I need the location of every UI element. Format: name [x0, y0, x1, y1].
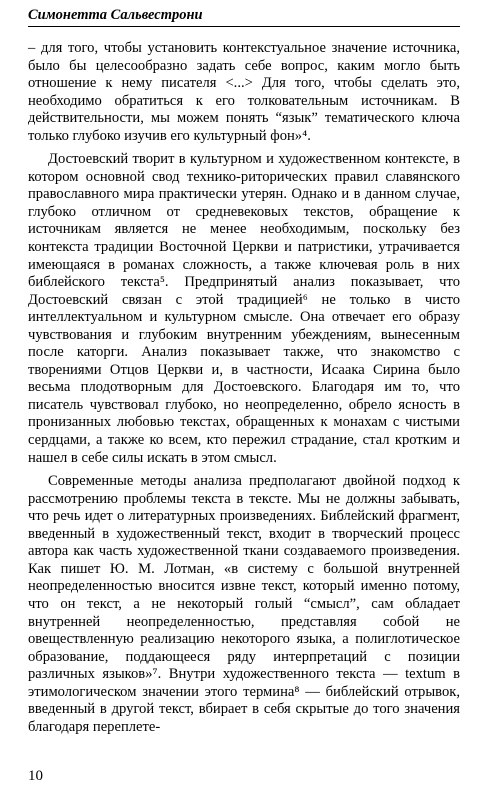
paragraph-modern-methods: Современные методы анализа предполагают двойной подход к рассмотрению проблемы текста в тексте. Мы не должны забывать, что речь идет о литературных произведениях. Библейский фрагмент, введенный в художественный текст, входит в творческий процесс автора как часть художественной ткани создаваемого произведения. Как пишет Ю. М. Лотман, «в систему с большой внутренней неопределенностью вносится извне текст, который именно потому, что он текст, а не некоторый голый “смысл”, сам обладает внутренней неопределенностью, представляя собой не овеществленную реализацию некоторого языка, а полиглотическое образование, поддающееся ряду интерпретаций с позиции различных языков»⁷. Внутри художественного текста — textum в этимологическом значении этого термина⁸ — библейский отрывок, введенный в другой текст, вбирает в себя скрытые до того значения благодаря переплете-: [28, 473, 460, 735]
page-body: [28, 40, 460, 736]
paragraph-quote-continuation: – для того, чтобы установить контекстуальное значение источника, было бы целесообразно задать себе вопрос, каким могло быть отношение к нему писателя <...> Для того, чтобы сделать это, необходимо обратиться к его толковательным источникам. В действительности, мы можем понять “язык” тематического ключа только глубоко изучив его культурный фон»⁴.: [28, 40, 460, 144]
page-number: 10: [28, 768, 43, 784]
running-header: [28, 6, 460, 27]
header-rule: [28, 26, 460, 27]
paragraph-dostoevsky-context: Достоевский творит в культурном и художественном контексте, в котором основной свод технико-риторических правил славянского православного мира практически утерян. Однако и в данном случае, глубоко отличном от средневековых текстов, обращение к источникам является не менее необходимым, поскольку без контекста традиции Восточной Церкви и патристики, утрачивается имеющаяся в романах сложность, а также ключевая роль в них библейского текста⁵. Предпринятый анализ показывает, что Достоевский связан с этой традицией⁶ не только в чисто интеллектуальном и культурном смысле. Она отвечает его образу чувствования и глубоким внутренним убеждениям, вынесенным после каторги. Анализ показывает также, что знакомство с творениями Отцов Церкви и, в частности, Исаака Сирина было весьма плодотворным для Достоевского. Благодаря им то, что писатель чувствовал глубоко, но неопределенно, обрело ясность в пронизанных любовью текстах, обращенных к монахам с чистыми сердцами, а также ко всем, кто пережил страдание, стал кротким и нашел в себе силы искать в этом смысл.: [28, 151, 460, 466]
running-title: Симонетта Сальвестрони: [28, 7, 203, 23]
